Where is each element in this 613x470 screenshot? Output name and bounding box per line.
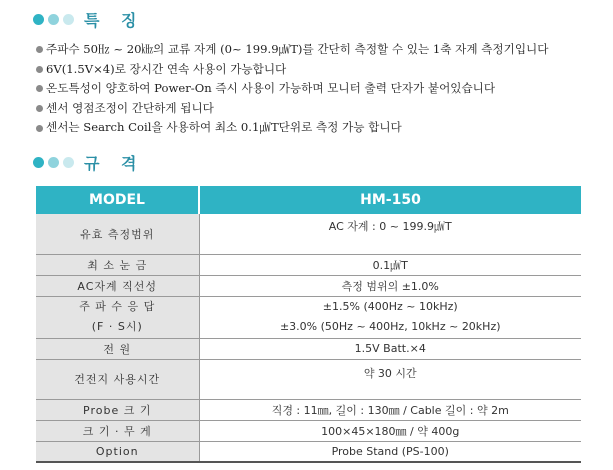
features-title: 특 징 bbox=[84, 10, 145, 30]
row-value: 직경 : 11㎜, 길이 : 130㎜ / Cable 길이 : 약 2m bbox=[199, 399, 581, 420]
row-label: 유효 측정범위 bbox=[36, 214, 199, 254]
bullet-icon bbox=[36, 105, 43, 112]
model-header: MODEL bbox=[36, 186, 199, 214]
table-row bbox=[36, 441, 581, 462]
features-list bbox=[36, 40, 611, 138]
table-row bbox=[36, 296, 581, 338]
features-section-heading bbox=[33, 8, 144, 30]
row-label: 크 기 · 무 게 bbox=[36, 420, 199, 441]
feature-text: 온도특성이 양호하여 Power-On 즉시 사용이 가능하며 모니터 출력 단자가 붙어있습니다 bbox=[46, 81, 496, 96]
row-label-line: (F · S시) bbox=[91, 320, 143, 333]
row-label: AC자계 직선성 bbox=[36, 275, 199, 296]
row-value: Probe Stand (PS-100) bbox=[199, 441, 581, 462]
specs-title: 규 격 bbox=[84, 153, 145, 173]
table-row bbox=[36, 214, 581, 254]
feature-item bbox=[36, 79, 611, 99]
table-header-row bbox=[36, 186, 581, 214]
feature-item bbox=[36, 40, 611, 60]
row-value bbox=[199, 359, 581, 399]
bullet-icon bbox=[36, 66, 43, 73]
row-value-line: ±1.5% (400Hz ~ 10kHz) bbox=[322, 300, 458, 313]
table-row bbox=[36, 359, 581, 399]
row-value bbox=[199, 296, 581, 338]
heading-dots-icon bbox=[33, 157, 74, 168]
specs-section-heading bbox=[33, 151, 144, 173]
row-label bbox=[36, 296, 199, 338]
heading-dots-icon bbox=[33, 14, 74, 25]
row-label: 전 원 bbox=[36, 338, 199, 359]
spec-table bbox=[36, 186, 581, 463]
feature-text: 센서 영점조정이 간단하게 됩니다 bbox=[46, 100, 214, 115]
bullet-icon bbox=[36, 125, 43, 132]
row-label: 최 소 눈 금 bbox=[36, 254, 199, 275]
row-label: Option bbox=[36, 441, 199, 462]
row-value: 측정 범위의 ±1.0% bbox=[199, 275, 581, 296]
table-row bbox=[36, 420, 581, 441]
row-value-text: 약 30 시간 bbox=[363, 366, 417, 380]
row-value bbox=[199, 214, 581, 254]
table-row bbox=[36, 338, 581, 359]
row-value: 0.1㎼T bbox=[199, 254, 581, 275]
table-row bbox=[36, 254, 581, 275]
table-row bbox=[36, 399, 581, 420]
row-label: Probe 크 기 bbox=[36, 399, 199, 420]
feature-item bbox=[36, 99, 611, 119]
feature-item bbox=[36, 60, 611, 80]
feature-text: 주파수 50㎐ ~ 20㎑의 교류 자계 (0~ 199.9㎼T)를 간단히 측정할 수 있는 1축 자계 측정기입니다 bbox=[46, 42, 549, 56]
row-value: 100×45×180㎜ / 약 400g bbox=[199, 420, 581, 441]
bullet-icon bbox=[36, 85, 43, 92]
table-row bbox=[36, 275, 581, 296]
row-label-line: 주 파 수 응 답 bbox=[79, 300, 156, 313]
row-value: 1.5V Batt.×4 bbox=[199, 338, 581, 359]
bullet-icon bbox=[36, 46, 43, 53]
row-value-text: AC 자계 : 0 ~ 199.9㎼T bbox=[328, 220, 452, 233]
row-value-line: ±3.0% (50Hz ~ 400Hz, 10kHz ~ 20kHz) bbox=[279, 320, 501, 333]
model-value-header: HM-150 bbox=[199, 186, 581, 214]
feature-text: 센서는 Search Coil을 사용하여 최소 0.1㎼T단위로 측정 가능 합니다 bbox=[46, 120, 402, 135]
row-label: 건전지 사용시간 bbox=[36, 359, 199, 399]
feature-text: 6V(1.5V×4)로 장시간 연속 사용이 가능합니다 bbox=[46, 61, 287, 76]
feature-item bbox=[36, 118, 611, 138]
